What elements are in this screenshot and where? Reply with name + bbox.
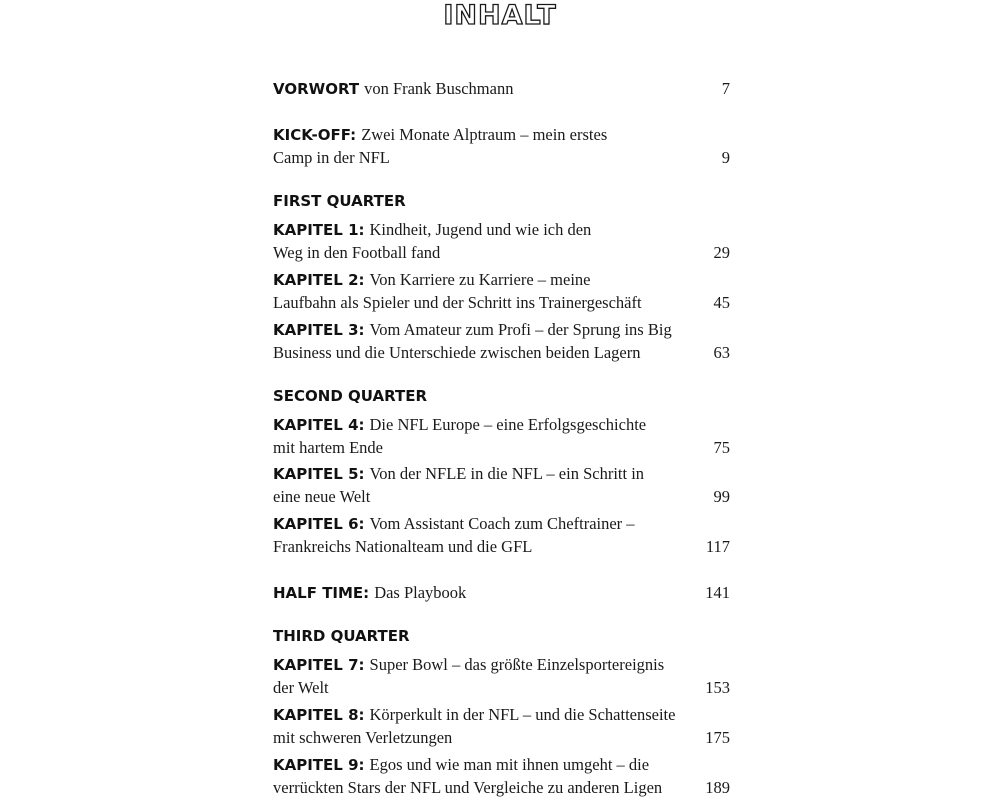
entry-label: HALF TIME:	[273, 584, 370, 602]
toc-entry-kapitel-1	[273, 218, 730, 241]
entry-text: Zwei Monate Alptraum – mein erstes	[361, 125, 608, 144]
page-number: 75	[713, 438, 730, 457]
entry-label: KAPITEL 9:	[273, 756, 365, 774]
entry-text: Egos und wie man mit ihnen umgeht – die	[369, 755, 650, 774]
toc-entry-kapitel-2	[273, 268, 730, 291]
toc-entry-kapitel-7	[273, 653, 730, 676]
entry-label: KAPITEL 4:	[273, 416, 365, 434]
entry-label: KAPITEL 1:	[273, 221, 365, 239]
toc-entry-kapitel-4-cont	[273, 436, 730, 459]
entry-text: Das Playbook	[374, 583, 467, 602]
page-number: 99	[713, 487, 730, 506]
page-number: 141	[705, 583, 730, 602]
page-number: 175	[705, 728, 730, 747]
entry-label: KAPITEL 8:	[273, 706, 365, 724]
entry-text: verrückten Stars der NFL und Vergleiche zu anderen Ligen	[273, 778, 663, 797]
entry-text: Kindheit, Jugend und wie ich den	[369, 220, 592, 239]
entry-label: VORWORT	[273, 80, 360, 98]
toc-entry-kapitel-8-cont	[273, 726, 730, 749]
page-number: 7	[721, 79, 730, 98]
toc-entry-kapitel-5-cont	[273, 485, 730, 508]
toc-entry-kapitel-9	[273, 753, 730, 776]
page-number: 29	[713, 243, 730, 262]
entry-text: Laufbahn als Spieler und der Schritt ins Trainergeschäft	[273, 293, 642, 312]
page-number: 63	[713, 343, 730, 362]
page-number: 9	[721, 148, 730, 167]
toc-entry-kapitel-9-cont	[273, 776, 730, 799]
entry-text: eine neue Welt	[273, 487, 371, 506]
toc-entry-kapitel-4	[273, 413, 730, 436]
toc-entry-kapitel-8	[273, 703, 730, 726]
toc-entry-kapitel-2-cont	[273, 291, 730, 314]
toc-entry-kickoff-cont	[273, 146, 730, 169]
page-number: 117	[705, 537, 730, 556]
toc-entry-kapitel-7-cont	[273, 676, 730, 699]
entry-text: Frankreichs Nationalteam und die GFL	[273, 537, 533, 556]
entry-text: Camp in der NFL	[273, 148, 390, 167]
entry-text: mit schweren Verletzungen	[273, 728, 453, 747]
page-number: 45	[713, 293, 730, 312]
entry-text: der Welt	[273, 678, 329, 697]
toc-entry-kapitel-3	[273, 318, 730, 341]
entry-label: KAPITEL 3:	[273, 321, 365, 339]
entry-text: Business und die Unterschiede zwischen beiden Lagern	[273, 343, 641, 362]
entry-label: KICK-OFF:	[273, 126, 357, 144]
entry-text: von Frank Buschmann	[364, 79, 514, 98]
toc-entry-kapitel-3-cont	[273, 341, 730, 364]
toc-entry-kapitel-1-cont	[273, 241, 730, 264]
entry-label: KAPITEL 7:	[273, 656, 365, 674]
entry-text: Von der NFLE in die NFL – ein Schritt in	[369, 464, 645, 483]
toc-entry-vorwort	[273, 77, 730, 100]
entry-label: KAPITEL 5:	[273, 465, 365, 483]
entry-text: Die NFL Europe – eine Erfolgsgeschichte	[369, 415, 647, 434]
section-heading-third-quarter: THIRD QUARTER	[273, 627, 410, 645]
entry-text: mit hartem Ende	[273, 438, 383, 457]
entry-text: Von Karriere zu Karriere – meine	[369, 270, 591, 289]
toc-entry-kapitel-6-cont	[273, 535, 730, 558]
section-heading-second-quarter: SECOND QUARTER	[273, 387, 428, 405]
page-number: 153	[705, 678, 730, 697]
entry-text: Weg in den Football fand	[273, 243, 441, 262]
page-title: INHALT	[443, 0, 557, 31]
entry-text: Super Bowl – das größte Einzelsportereignis	[369, 655, 665, 674]
entry-text: Körperkult in der NFL – und die Schattenseite	[369, 705, 676, 724]
toc-entry-kapitel-6	[273, 512, 730, 535]
toc-entry-halftime	[273, 581, 730, 604]
page-number: 189	[705, 778, 730, 797]
toc-entry-kapitel-5	[273, 462, 730, 485]
entry-label: KAPITEL 2:	[273, 271, 365, 289]
entry-text: Vom Amateur zum Profi – der Sprung ins Big	[369, 320, 672, 339]
toc-entry-kickoff	[273, 123, 730, 146]
section-heading-first-quarter: FIRST QUARTER	[273, 192, 406, 210]
entry-text: Vom Assistant Coach zum Cheftrainer –	[369, 514, 635, 533]
entry-label: KAPITEL 6:	[273, 515, 365, 533]
